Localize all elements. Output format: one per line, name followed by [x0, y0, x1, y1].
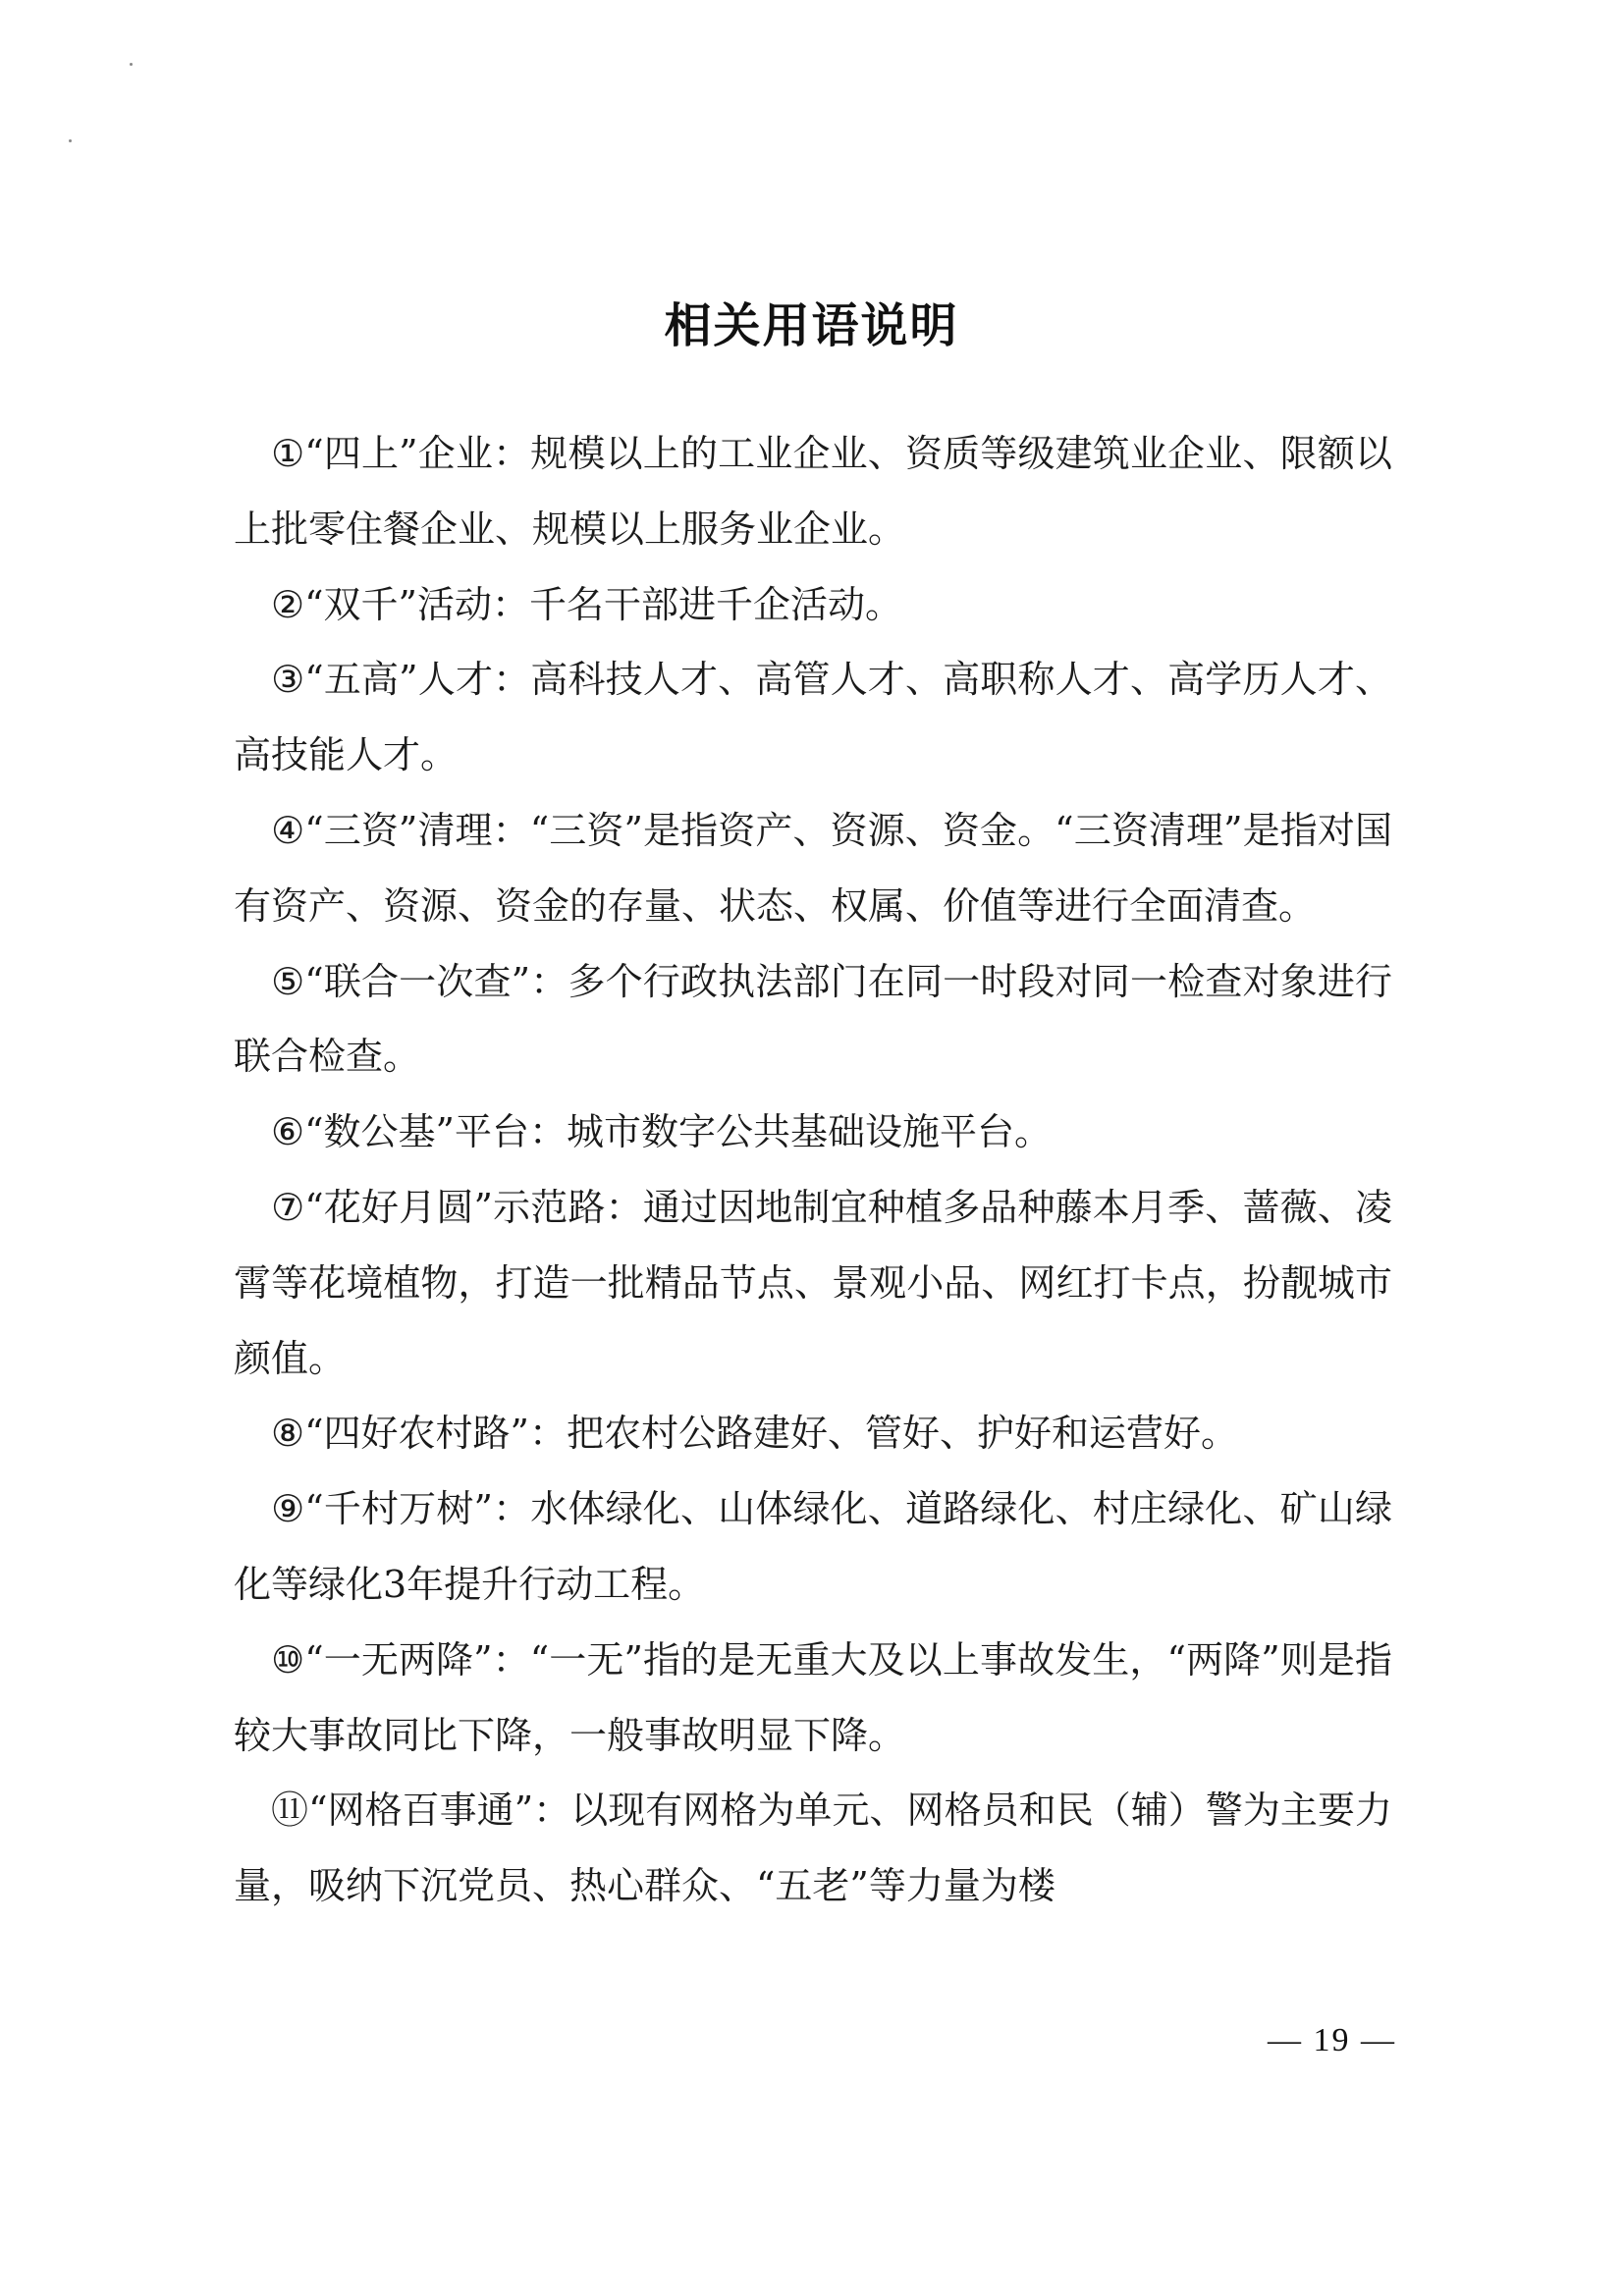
glossary-body: [234, 416, 1392, 1924]
entry-text: “花好月圆”示范路：通过因地制宜种植多品种藤本月季、蔷薇、凌霄等花境植物，打造一批精品节点、景观小品、网红打卡点，扮靓城市颜值。: [234, 1185, 1392, 1380]
entry-text: “五高”人才：高科技人才、高管人才、高职称人才、高学历人才、高技能人才。: [234, 658, 1392, 777]
entry-number: ④: [271, 808, 305, 852]
glossary-entry-8: [234, 1396, 1392, 1471]
glossary-entry-9: [234, 1471, 1392, 1623]
glossary-entry-1: [234, 416, 1392, 567]
entry-number: ②: [271, 582, 305, 626]
entry-text: “双千”活动：千名干部进千企活动。: [304, 582, 902, 626]
glossary-entry-4: [234, 793, 1392, 944]
entry-number: ⑪: [271, 1789, 309, 1833]
entry-number: ⑦: [271, 1185, 305, 1229]
scan-speck: [130, 63, 133, 66]
glossary-entry-2: [234, 567, 1392, 643]
scan-speck: [69, 139, 72, 142]
entry-number: ⑨: [271, 1487, 305, 1531]
entry-text: “三资”清理：“三资”是指资产、资源、资金。“三资清理”是指对国有资产、资源、资金的存量、状态、权属、价值等进行全面清查。: [234, 808, 1392, 928]
glossary-entry-5: [234, 944, 1392, 1095]
entry-number: ⑩: [271, 1637, 305, 1682]
entry-number: ⑤: [271, 959, 305, 1003]
entry-number: ⑥: [271, 1110, 305, 1154]
page-title: 相关用语说明: [664, 298, 959, 354]
glossary-entry-7: [234, 1170, 1392, 1396]
entry-text: “四好农村路”：把农村公路建好、管好、护好和运营好。: [304, 1412, 1238, 1456]
entry-text: “数公基”平台：城市数字公共基础设施平台。: [304, 1110, 1052, 1154]
glossary-entry-6: [234, 1095, 1392, 1170]
glossary-entry-3: [234, 642, 1392, 793]
glossary-entry-11: [234, 1773, 1392, 1924]
entry-text: “联合一次查”：多个行政执法部门在同一时段对同一检查对象进行联合检查。: [234, 959, 1392, 1079]
entry-text: “一无两降”：“一无”指的是无重大及以上事故发生，“两降”则是指较大事故同比下降，一般事故明显下降。: [234, 1637, 1392, 1757]
entry-number: ③: [271, 658, 305, 702]
entry-text: “四上”企业：规模以上的工业企业、资质等级建筑业企业、限额以上批零住餐企业、规模以上服务业企业。: [234, 432, 1392, 551]
glossary-entry-10: [234, 1623, 1392, 1774]
entry-text: “网格百事通”：以现有网格为单元、网格员和民（辅）警为主要力量，吸纳下沉党员、热心群众、“五老”等力量为楼: [234, 1789, 1392, 1908]
page-number: — 19 —: [1268, 2022, 1396, 2058]
entry-text: “千村万树”：水体绿化、山体绿化、道路绿化、村庄绿化、矿山绿化等绿化3年提升行动工程。: [234, 1487, 1392, 1606]
entry-number: ⑧: [271, 1412, 305, 1456]
entry-number: ①: [271, 432, 305, 475]
